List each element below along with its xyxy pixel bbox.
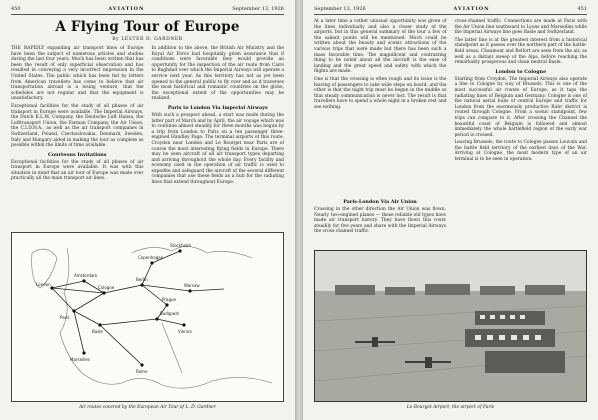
subheading: Paris-London Via Air Union	[343, 199, 417, 205]
map-city-label: Berlin	[136, 277, 148, 282]
airport-photo-illustration	[315, 251, 586, 401]
map-city-marker	[182, 323, 185, 326]
left-page	[0, 0, 295, 420]
right-page	[303, 0, 598, 420]
right-lower-column	[314, 196, 446, 237]
map-city-marker	[82, 351, 85, 354]
map-city-label: Cologne	[98, 285, 115, 290]
paragraph: In addition to the above, the British Air Ministry and the Royal Air Force had hospitably given assurance that if conditions were favorable they would provide an opportunity for the inspection of the air route from Cairo to Baghdad over which the Imperial Airways will operate a service next year. As this territory has not as yet been opened to the general public to fly over and as it traverses the most historical and romantic countries on the globe, the exceptional extent of the opportunities may be realized.	[151, 46, 284, 102]
left-running-head	[11, 6, 284, 15]
map-city-label: Copenhagen	[138, 255, 164, 260]
paragraph: Exceptional facilities for the study of all phases of air transport in Europe were available. The Imperial Airways, the Dutch K.L.M. Company, the Deutsche Luft Hansa, the Lufttransport Union, the Farman Company, the Air Union, the C.I.D.N.A., as well as the air transport companies in Switzerland, Poland, Czechoslovakia, Denmark, Sweden, Italy and Hungary aided in making the tour as complete as possible within the limits of time available.	[11, 103, 144, 149]
paragraph: Exceptional facilities for the study of all phases of air transport in Europe were available. It was with this situation in mind that an air tour of Europe was made over practically all the main transport air lines.	[11, 159, 144, 182]
article-byline: By LESTER D. GARDNER	[112, 37, 183, 42]
right-magazine-name: AVIATION	[453, 6, 490, 12]
map-city-label: Stockholm	[170, 243, 192, 248]
subheading: Paris to London Via Imperial Airways	[167, 104, 268, 111]
map-city-marker	[98, 323, 101, 326]
route-map-figure	[11, 232, 284, 402]
map-city-marker	[102, 291, 105, 294]
paragraph: One is that the crossing is often rough and its issue is the leaving of passengers to take wide steps on board, and the other is that the night trip must be begun in the middle so that steady communication is never lost. The result is that travellers have to spend a whole night in a broken rest and see nothing.	[314, 76, 447, 110]
map-city-marker	[150, 261, 153, 264]
subheading: Courteous Invitations	[48, 151, 107, 158]
map-city-marker	[50, 286, 53, 289]
article-title: A Flying Tour of Europe	[55, 19, 240, 35]
map-city-marker	[155, 317, 158, 320]
route-map	[12, 233, 283, 401]
map-city-marker	[140, 363, 143, 366]
map-city-label: Prague	[162, 297, 176, 302]
spread-gutter	[295, 0, 303, 420]
map-city-label: Budapest	[160, 311, 179, 316]
paragraph: With such a prospect ahead, a start was made during the latter part of March and by April, the air voyage which was to continue almost steadily for three months was begun by a trip from London to Paris on a ten passenger three-engined Handley Page. The terminal airports of this route, Croydon near London and Le Bourget near Paris are of course the most interesting flying fields in Europe. There may be seen aircraft of all air transport types departing and arriving throughout the whole day. Every facility and economy used in the operation of air traffic is used to expedite and safeguard the aircraft of the several different companies that use these fields as a hub for the radiating lines that extend throughout Europe.	[151, 112, 284, 186]
map-city-label: London	[36, 282, 51, 287]
paragraph: Leaving Brussels, the route to Cologne passes Louvain and the battle field territory of the earliest days of the War. Arriving at Cologne, the most modern type of an air terminal is to be seen in operation.	[454, 140, 587, 163]
map-city-label: Basle	[92, 329, 103, 334]
map-city-marker	[178, 249, 181, 252]
paragraph: The latter line is at the greatest interest from a historical standpoint as it passes over the northern part of the battle-field areas. Chaumont and Belfort are seen from the air, as well as a distant sweep of the Alps, before reaching the remarkably prosperous and clean neutral Basle.	[454, 37, 587, 66]
left-column-2	[152, 46, 285, 188]
map-city-marker	[82, 279, 85, 282]
left-magazine-name: AVIATION	[108, 6, 145, 12]
map-city-marker	[140, 283, 143, 286]
right-column-2	[455, 19, 588, 165]
left-page-number: 450	[11, 6, 21, 12]
paragraph: Starting from Croydon, The Imperial Airways also operate a line to Cologne by way of Brussels. This is one of the most successful air routes of Europe, as it taps the radiating lines of Belgium and Germany. Cologne is one of the natural aerial hubs of central Europe and traffic for London from the enormously productive Ruhr district is routed through Cologne. From a scenic standpoint, few trips can compare to it. After crossing the Channel the beautiful coast of Belgium is followed and almost immediately the whole battlefield region of the early war period is crossed.	[454, 76, 587, 138]
airport-photo	[314, 250, 587, 402]
intro-paragraph: THE RAPIDLY expanding air transport lines of Europe have been the subject of numerous articles and studies during the last four years. Much has been written that has been the result of only superficial observation and has resulted in conveying a very incorrect impression in the United States. The public which has been fed by letters from American travellers has come to believe that air transportation abroad is a losing venture, that the schedules are not regular and that the equipment is unsatisfactory.	[11, 46, 144, 102]
photo-caption: Le Bourget Airport, the airport of Paris	[406, 405, 495, 410]
right-page-number: 451	[577, 6, 587, 12]
subheading: London to Cologne	[495, 68, 547, 75]
right-column-1	[314, 19, 447, 165]
paragraph: cross-channel traffic. Connections are made at Paris with the Air Union line southward to Lyons and Marseilles while the Imperial Airways line goes Basle and Switzerland.	[454, 19, 587, 36]
map-city-label: Vienna	[178, 329, 192, 334]
paragraph: Crossing in the other direction the Air Union was flown. Nearly two-engined planes — these reliable old types have made air transport history. They have flown this route steadily for five years and share with the Imperial Airways the cross-channel traffic.	[314, 207, 446, 235]
map-city-label: Paris	[60, 315, 70, 320]
map-caption: Air routes covered by the European Air Tour of L. D. Gardner	[79, 405, 216, 410]
right-columns	[314, 19, 587, 165]
map-city-label: Amsterdam	[74, 273, 98, 278]
map-city-marker	[188, 289, 191, 292]
left-column-1	[11, 46, 144, 188]
map-city-label: Rome	[136, 369, 148, 374]
left-columns	[11, 46, 284, 188]
map-city-marker	[72, 309, 75, 312]
map-city-label: Marseilles	[70, 357, 90, 362]
right-issue-date: September 13, 1926	[314, 6, 366, 12]
map-city-label: Warsaw	[184, 283, 200, 288]
right-running-head	[314, 6, 587, 15]
map-city-marker	[165, 303, 168, 306]
paragraph: At a later time a rather unusual opportunity was given of the lines individually and also a closer study of the airports, but in this general summary of the tour a few of the salient points will be mentioned. Much could be written about the beauty and scenic attractions of the various trips that were made but there has been such a mass favorable time. The magnificent and contrasting thing to be noted about all the aircraft is the ease of landing and the great speed and safety with which the flights are made.	[314, 19, 447, 75]
left-issue-date: September 13, 1926	[232, 6, 284, 12]
